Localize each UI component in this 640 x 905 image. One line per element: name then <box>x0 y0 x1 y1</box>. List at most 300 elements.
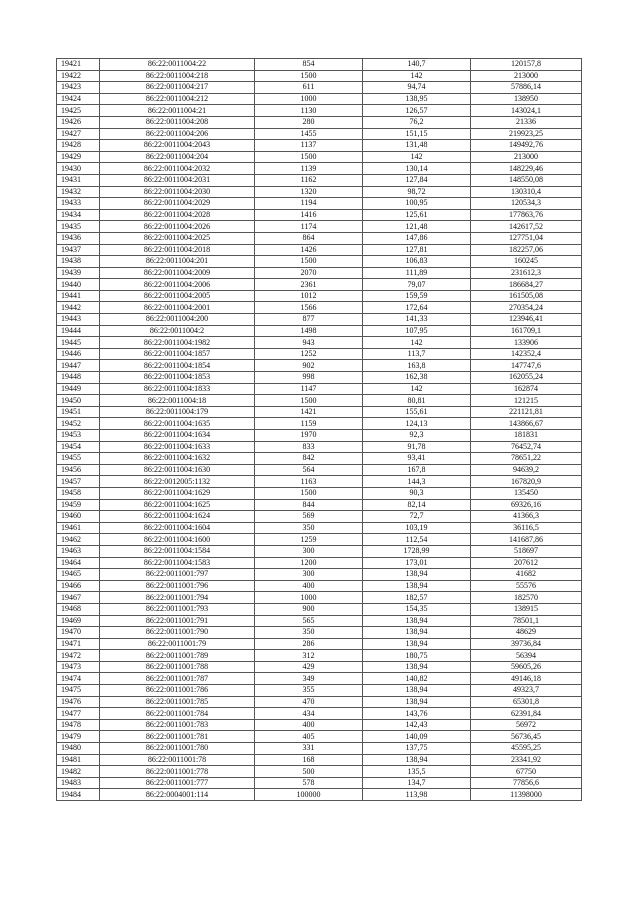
total-value-cell: 94639,2 <box>471 464 582 476</box>
cadastral-number-cell: 86:22:0011004:22 <box>100 59 255 71</box>
table-row <box>57 232 582 244</box>
total-value-cell: 231612,3 <box>471 267 582 279</box>
row-number-cell: 19435 <box>57 221 100 233</box>
row-number-cell: 19477 <box>57 708 100 720</box>
row-number-cell: 19428 <box>57 140 100 152</box>
total-value-cell: 69326,16 <box>471 499 582 511</box>
cadastral-number-cell: 86:22:0011004:1853 <box>100 372 255 384</box>
unit-value-cell: 138,94 <box>363 696 471 708</box>
cadastral-number-cell: 86:22:0011004:1857 <box>100 348 255 360</box>
unit-value-cell: 138,94 <box>363 754 471 766</box>
row-number-cell: 19448 <box>57 372 100 384</box>
area-cell: 569 <box>255 511 363 523</box>
cadastral-number-cell: 86:22:0011004:1625 <box>100 499 255 511</box>
unit-value-cell: 79,07 <box>363 279 471 291</box>
total-value-cell: 76452,74 <box>471 441 582 453</box>
unit-value-cell: 121,48 <box>363 221 471 233</box>
table-row <box>57 314 582 326</box>
table-row <box>57 615 582 627</box>
unit-value-cell: 125,61 <box>363 209 471 221</box>
total-value-cell: 23341,92 <box>471 754 582 766</box>
table-body <box>57 59 582 801</box>
total-value-cell: 45595,25 <box>471 743 582 755</box>
cadastral-number-cell: 86:22:0011001:791 <box>100 615 255 627</box>
unit-value-cell: 107,95 <box>363 325 471 337</box>
row-number-cell: 19472 <box>57 650 100 662</box>
table-row <box>57 766 582 778</box>
row-number-cell: 19471 <box>57 638 100 650</box>
area-cell: 1174 <box>255 221 363 233</box>
total-value-cell: 213000 <box>471 70 582 82</box>
cadastral-number-cell: 86:22:0011004:2006 <box>100 279 255 291</box>
total-value-cell: 148229,46 <box>471 163 582 175</box>
unit-value-cell: 151,15 <box>363 128 471 140</box>
table-row <box>57 592 582 604</box>
cadastral-number-cell: 86:22:0011004:1600 <box>100 534 255 546</box>
row-number-cell: 19479 <box>57 731 100 743</box>
cadastral-number-cell: 86:22:0011004:21 <box>100 105 255 117</box>
area-cell: 943 <box>255 337 363 349</box>
total-value-cell: 182257,06 <box>471 244 582 256</box>
unit-value-cell: 143,76 <box>363 708 471 720</box>
table-row <box>57 302 582 314</box>
area-cell: 1566 <box>255 302 363 314</box>
row-number-cell: 19439 <box>57 267 100 279</box>
cadastral-number-cell: 86:22:0011004:201 <box>100 256 255 268</box>
area-cell: 1500 <box>255 487 363 499</box>
area-cell: 1137 <box>255 140 363 152</box>
row-number-cell: 19444 <box>57 325 100 337</box>
row-number-cell: 19465 <box>57 569 100 581</box>
area-cell: 1500 <box>255 395 363 407</box>
table-row <box>57 569 582 581</box>
area-cell: 998 <box>255 372 363 384</box>
table-row <box>57 186 582 198</box>
cadastral-number-cell: 86:22:0011004:1633 <box>100 441 255 453</box>
total-value-cell: 213000 <box>471 151 582 163</box>
cadastral-number-cell: 86:22:0011004:2028 <box>100 209 255 221</box>
unit-value-cell: 182,57 <box>363 592 471 604</box>
total-value-cell: 147747,6 <box>471 360 582 372</box>
row-number-cell: 19464 <box>57 557 100 569</box>
cadastral-number-cell: 86:22:0011004:1583 <box>100 557 255 569</box>
row-number-cell: 19445 <box>57 337 100 349</box>
cadastral-number-cell: 86:22:0011001:78 <box>100 754 255 766</box>
unit-value-cell: 163,8 <box>363 360 471 372</box>
cadastral-number-cell: 86:22:0011004:2026 <box>100 221 255 233</box>
total-value-cell: 39736,84 <box>471 638 582 650</box>
area-cell: 1320 <box>255 186 363 198</box>
total-value-cell: 161709,1 <box>471 325 582 337</box>
total-value-cell: 59605,26 <box>471 661 582 673</box>
table-row <box>57 627 582 639</box>
cadastral-number-cell: 86:22:0011001:797 <box>100 569 255 581</box>
unit-value-cell: 112,54 <box>363 534 471 546</box>
area-cell: 350 <box>255 522 363 534</box>
row-number-cell: 19426 <box>57 116 100 128</box>
table-row <box>57 534 582 546</box>
total-value-cell: 78501,1 <box>471 615 582 627</box>
unit-value-cell: 1728,99 <box>363 545 471 557</box>
total-value-cell: 160245 <box>471 256 582 268</box>
row-number-cell: 19476 <box>57 696 100 708</box>
cadastral-number-cell: 86:22:0011004:1624 <box>100 511 255 523</box>
cadastral-number-cell: 86:22:0011001:790 <box>100 627 255 639</box>
unit-value-cell: 142 <box>363 70 471 82</box>
area-cell: 864 <box>255 232 363 244</box>
unit-value-cell: 113,7 <box>363 348 471 360</box>
row-number-cell: 19474 <box>57 673 100 685</box>
unit-value-cell: 167,8 <box>363 464 471 476</box>
row-number-cell: 19478 <box>57 719 100 731</box>
row-number-cell: 19467 <box>57 592 100 604</box>
area-cell: 100000 <box>255 789 363 801</box>
cadastral-number-cell: 86:22:0011001:781 <box>100 731 255 743</box>
area-cell: 2361 <box>255 279 363 291</box>
table-row <box>57 256 582 268</box>
row-number-cell: 19462 <box>57 534 100 546</box>
total-value-cell: 143866,67 <box>471 418 582 430</box>
row-number-cell: 19431 <box>57 174 100 186</box>
total-value-cell: 138950 <box>471 93 582 105</box>
table-row <box>57 661 582 673</box>
row-number-cell: 19483 <box>57 777 100 789</box>
area-cell: 300 <box>255 569 363 581</box>
area-cell: 565 <box>255 615 363 627</box>
total-value-cell: 219923,25 <box>471 128 582 140</box>
total-value-cell: 182570 <box>471 592 582 604</box>
table-row <box>57 777 582 789</box>
cadastral-number-cell: 86:22:0011004:2005 <box>100 290 255 302</box>
table-row <box>57 128 582 140</box>
cadastral-number-cell: 86:22:0011004:1632 <box>100 453 255 465</box>
row-number-cell: 19434 <box>57 209 100 221</box>
total-value-cell: 142352,4 <box>471 348 582 360</box>
table-row <box>57 708 582 720</box>
total-value-cell: 148550,08 <box>471 174 582 186</box>
cadastral-number-cell: 86:22:0004001:114 <box>100 789 255 801</box>
area-cell: 400 <box>255 719 363 731</box>
cadastral-number-cell: 86:22:0012005:1132 <box>100 476 255 488</box>
cadastral-number-cell: 86:22:0011004:1982 <box>100 337 255 349</box>
unit-value-cell: 94,74 <box>363 82 471 94</box>
row-number-cell: 19424 <box>57 93 100 105</box>
table-row <box>57 580 582 592</box>
unit-value-cell: 113,98 <box>363 789 471 801</box>
cadastral-number-cell: 86:22:0011004:2030 <box>100 186 255 198</box>
cadastral-number-cell: 86:22:0011004:2043 <box>100 140 255 152</box>
table-row <box>57 140 582 152</box>
unit-value-cell: 134,7 <box>363 777 471 789</box>
unit-value-cell: 147,86 <box>363 232 471 244</box>
area-cell: 1147 <box>255 383 363 395</box>
total-value-cell: 55576 <box>471 580 582 592</box>
table-row <box>57 464 582 476</box>
total-value-cell: 56736,45 <box>471 731 582 743</box>
unit-value-cell: 82,14 <box>363 499 471 511</box>
table-row <box>57 441 582 453</box>
row-number-cell: 19469 <box>57 615 100 627</box>
area-cell: 877 <box>255 314 363 326</box>
row-number-cell: 19443 <box>57 314 100 326</box>
area-cell: 854 <box>255 59 363 71</box>
area-cell: 1162 <box>255 174 363 186</box>
cadastral-number-cell: 86:22:0011001:783 <box>100 719 255 731</box>
total-value-cell: 133906 <box>471 337 582 349</box>
table-row <box>57 59 582 71</box>
total-value-cell: 162874 <box>471 383 582 395</box>
cadastral-number-cell: 86:22:0011004:204 <box>100 151 255 163</box>
total-value-cell: 181831 <box>471 430 582 442</box>
cadastral-number-cell: 86:22:0011001:793 <box>100 603 255 615</box>
unit-value-cell: 76,2 <box>363 116 471 128</box>
cadastral-number-cell: 86:22:0011001:787 <box>100 673 255 685</box>
area-cell: 168 <box>255 754 363 766</box>
unit-value-cell: 127,81 <box>363 244 471 256</box>
row-number-cell: 19421 <box>57 59 100 71</box>
table-row <box>57 743 582 755</box>
unit-value-cell: 90,3 <box>363 487 471 499</box>
total-value-cell: 518697 <box>471 545 582 557</box>
table-row <box>57 279 582 291</box>
cadastral-number-cell: 86:22:0011001:785 <box>100 696 255 708</box>
table-row <box>57 372 582 384</box>
unit-value-cell: 141,33 <box>363 314 471 326</box>
table-row <box>57 105 582 117</box>
area-cell: 1163 <box>255 476 363 488</box>
row-number-cell: 19442 <box>57 302 100 314</box>
cadastral-number-cell: 86:22:0011001:796 <box>100 580 255 592</box>
unit-value-cell: 172,64 <box>363 302 471 314</box>
total-value-cell: 65301,8 <box>471 696 582 708</box>
row-number-cell: 19468 <box>57 603 100 615</box>
table-row <box>57 487 582 499</box>
cadastral-number-cell: 86:22:0011001:777 <box>100 777 255 789</box>
table-row <box>57 209 582 221</box>
unit-value-cell: 126,57 <box>363 105 471 117</box>
total-value-cell: 221121,81 <box>471 406 582 418</box>
table-row <box>57 337 582 349</box>
cadastral-number-cell: 86:22:0011001:786 <box>100 685 255 697</box>
unit-value-cell: 142,43 <box>363 719 471 731</box>
table-row <box>57 348 582 360</box>
total-value-cell: 138915 <box>471 603 582 615</box>
cadastral-number-cell: 86:22:0011001:784 <box>100 708 255 720</box>
row-number-cell: 19461 <box>57 522 100 534</box>
row-number-cell: 19432 <box>57 186 100 198</box>
total-value-cell: 141687,86 <box>471 534 582 546</box>
row-number-cell: 19458 <box>57 487 100 499</box>
row-number-cell: 19429 <box>57 151 100 163</box>
area-cell: 1500 <box>255 256 363 268</box>
row-number-cell: 19433 <box>57 198 100 210</box>
area-cell: 1159 <box>255 418 363 430</box>
unit-value-cell: 91,78 <box>363 441 471 453</box>
area-cell: 500 <box>255 766 363 778</box>
row-number-cell: 19484 <box>57 789 100 801</box>
area-cell: 434 <box>255 708 363 720</box>
row-number-cell: 19455 <box>57 453 100 465</box>
total-value-cell: 48629 <box>471 627 582 639</box>
area-cell: 1000 <box>255 93 363 105</box>
cadastral-number-cell: 86:22:0011004:208 <box>100 116 255 128</box>
row-number-cell: 19459 <box>57 499 100 511</box>
area-cell: 578 <box>255 777 363 789</box>
row-number-cell: 19452 <box>57 418 100 430</box>
table-row <box>57 754 582 766</box>
row-number-cell: 19453 <box>57 430 100 442</box>
table-row <box>57 151 582 163</box>
row-number-cell: 19450 <box>57 395 100 407</box>
unit-value-cell: 106,83 <box>363 256 471 268</box>
area-cell: 405 <box>255 731 363 743</box>
unit-value-cell: 142 <box>363 151 471 163</box>
unit-value-cell: 98,72 <box>363 186 471 198</box>
row-number-cell: 19436 <box>57 232 100 244</box>
cadastral-number-cell: 86:22:0011004:1629 <box>100 487 255 499</box>
cadastral-number-cell: 86:22:0011004:2018 <box>100 244 255 256</box>
row-number-cell: 19425 <box>57 105 100 117</box>
table-row <box>57 545 582 557</box>
row-number-cell: 19440 <box>57 279 100 291</box>
area-cell: 355 <box>255 685 363 697</box>
unit-value-cell: 131,48 <box>363 140 471 152</box>
table-row <box>57 221 582 233</box>
cadastral-number-cell: 86:22:0011004:1604 <box>100 522 255 534</box>
total-value-cell: 167820,9 <box>471 476 582 488</box>
table-row <box>57 499 582 511</box>
total-value-cell: 162055,24 <box>471 372 582 384</box>
row-number-cell: 19422 <box>57 70 100 82</box>
table-row <box>57 731 582 743</box>
area-cell: 400 <box>255 580 363 592</box>
area-cell: 1416 <box>255 209 363 221</box>
total-value-cell: 161505,08 <box>471 290 582 302</box>
row-number-cell: 19441 <box>57 290 100 302</box>
table-row <box>57 93 582 105</box>
row-number-cell: 19449 <box>57 383 100 395</box>
total-value-cell: 56394 <box>471 650 582 662</box>
cadastral-number-cell: 86:22:0011001:788 <box>100 661 255 673</box>
area-cell: 611 <box>255 82 363 94</box>
table-row <box>57 174 582 186</box>
total-value-cell: 49323,7 <box>471 685 582 697</box>
cadastral-number-cell: 86:22:0011004:1635 <box>100 418 255 430</box>
total-value-cell: 130310,4 <box>471 186 582 198</box>
area-cell: 842 <box>255 453 363 465</box>
unit-value-cell: 100,95 <box>363 198 471 210</box>
row-number-cell: 19437 <box>57 244 100 256</box>
area-cell: 900 <box>255 603 363 615</box>
table-row <box>57 522 582 534</box>
area-cell: 1139 <box>255 163 363 175</box>
cadastral-number-cell: 86:22:0011004:2001 <box>100 302 255 314</box>
unit-value-cell: 72,7 <box>363 511 471 523</box>
total-value-cell: 207612 <box>471 557 582 569</box>
row-number-cell: 19460 <box>57 511 100 523</box>
cadastral-number-cell: 86:22:0011004:206 <box>100 128 255 140</box>
unit-value-cell: 138,95 <box>363 93 471 105</box>
table-row <box>57 244 582 256</box>
cadastral-number-cell: 86:22:0011004:2 <box>100 325 255 337</box>
cadastral-number-cell: 86:22:0011001:794 <box>100 592 255 604</box>
table-row <box>57 406 582 418</box>
area-cell: 1194 <box>255 198 363 210</box>
total-value-cell: 56972 <box>471 719 582 731</box>
unit-value-cell: 124,13 <box>363 418 471 430</box>
unit-value-cell: 140,7 <box>363 59 471 71</box>
area-cell: 300 <box>255 545 363 557</box>
unit-value-cell: 180,75 <box>363 650 471 662</box>
unit-value-cell: 138,94 <box>363 569 471 581</box>
row-number-cell: 19480 <box>57 743 100 755</box>
unit-value-cell: 138,94 <box>363 627 471 639</box>
area-cell: 1421 <box>255 406 363 418</box>
table-row <box>57 476 582 488</box>
area-cell: 286 <box>255 638 363 650</box>
cadastral-number-cell: 86:22:0011004:1833 <box>100 383 255 395</box>
area-cell: 1012 <box>255 290 363 302</box>
area-cell: 1259 <box>255 534 363 546</box>
area-cell: 902 <box>255 360 363 372</box>
area-cell: 331 <box>255 743 363 755</box>
unit-value-cell: 173,01 <box>363 557 471 569</box>
table-row <box>57 70 582 82</box>
cadastral-number-cell: 86:22:0011004:179 <box>100 406 255 418</box>
area-cell: 1426 <box>255 244 363 256</box>
table-row <box>57 696 582 708</box>
table-row <box>57 418 582 430</box>
area-cell: 280 <box>255 116 363 128</box>
row-number-cell: 19438 <box>57 256 100 268</box>
total-value-cell: 120534,3 <box>471 198 582 210</box>
total-value-cell: 11398000 <box>471 789 582 801</box>
unit-value-cell: 111,89 <box>363 267 471 279</box>
unit-value-cell: 140,82 <box>363 673 471 685</box>
unit-value-cell: 142 <box>363 383 471 395</box>
row-number-cell: 19447 <box>57 360 100 372</box>
unit-value-cell: 138,94 <box>363 580 471 592</box>
table-row <box>57 603 582 615</box>
cadastral-number-cell: 86:22:0011004:2032 <box>100 163 255 175</box>
unit-value-cell: 138,94 <box>363 661 471 673</box>
row-number-cell: 19482 <box>57 766 100 778</box>
table-row <box>57 719 582 731</box>
table-row <box>57 198 582 210</box>
unit-value-cell: 140,09 <box>363 731 471 743</box>
table-row <box>57 267 582 279</box>
area-cell: 1130 <box>255 105 363 117</box>
area-cell: 844 <box>255 499 363 511</box>
total-value-cell: 21336 <box>471 116 582 128</box>
data-table <box>56 58 582 801</box>
area-cell: 429 <box>255 661 363 673</box>
cadastral-number-cell: 86:22:0011004:18 <box>100 395 255 407</box>
unit-value-cell: 162,38 <box>363 372 471 384</box>
cadastral-number-cell: 86:22:0011004:2025 <box>100 232 255 244</box>
table-row <box>57 511 582 523</box>
total-value-cell: 121215 <box>471 395 582 407</box>
row-number-cell: 19475 <box>57 685 100 697</box>
area-cell: 1455 <box>255 128 363 140</box>
table-row <box>57 789 582 801</box>
unit-value-cell: 138,94 <box>363 615 471 627</box>
row-number-cell: 19473 <box>57 661 100 673</box>
table-row <box>57 325 582 337</box>
total-value-cell: 41366,3 <box>471 511 582 523</box>
area-cell: 1500 <box>255 70 363 82</box>
total-value-cell: 186684,27 <box>471 279 582 291</box>
